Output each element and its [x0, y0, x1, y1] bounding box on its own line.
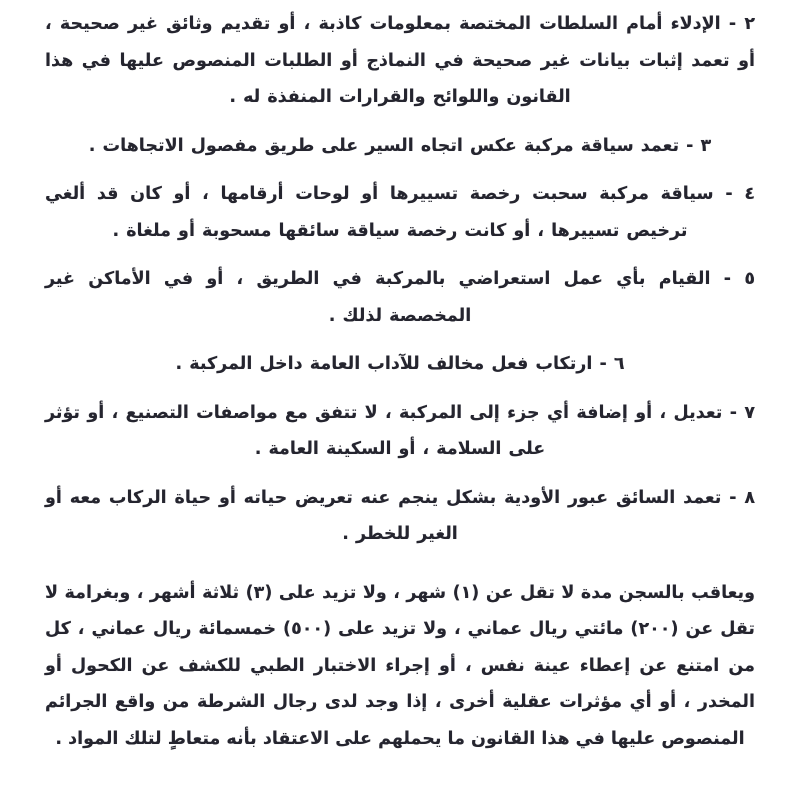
clause-separator: -	[729, 487, 737, 508]
clause-separator: -	[725, 184, 733, 204]
clause-text: ارتكاب فعل مخالف للآداب العامة داخل المركبة .	[175, 354, 593, 374]
clause-separator: -	[728, 14, 737, 34]
clause-text: تعمد سياقة مركبة عكس اتجاه السير على طريق مفصول الاتجاهات .	[88, 135, 680, 156]
clause-number: ٢	[744, 14, 755, 34]
clause-separator: -	[723, 269, 732, 289]
clause-item	[45, 480, 755, 553]
clause-text: القيام بأي عمل استعراضي بالمركبة في الطريق ، أو في الأماكن غير المخصصة لذلك .	[45, 269, 711, 326]
clause-separator: -	[729, 402, 737, 423]
clause-number: ٧	[744, 402, 756, 423]
clause-item	[45, 6, 755, 116]
clause-item	[45, 128, 755, 165]
clause-item	[45, 176, 755, 249]
clause-separator: -	[599, 354, 607, 374]
clause-text: تعديل ، أو إضافة أي جزء إلى المركبة ، لا تتفق مع مواصفات التصنيع ، أو تؤثر على السلامة ، أو السكينة العامة .	[45, 402, 723, 459]
clause-number: ٥	[744, 269, 756, 289]
clause-separator: -	[686, 135, 694, 156]
document-body	[45, 6, 755, 757]
clause-item	[45, 261, 755, 334]
clause-number: ٦	[613, 354, 625, 374]
clause-text: الإدلاء أمام السلطات المختصة بمعلومات كاذبة ، أو تقديم وثائق غير صحيحة ، أو تعمد إثبات بيانات غير صحيحة في النماذج أو الطلبات المنصوص عليها في هذا القانون واللوائح والقرارات المنفذة له .	[45, 14, 755, 107]
clause-number: ٨	[744, 487, 756, 508]
clause-number: ٤	[744, 184, 756, 204]
clause-number: ٣	[700, 135, 712, 156]
clause-item	[45, 395, 755, 468]
clause-text: سياقة مركبة سحبت رخصة تسييرها أو لوحات أرقامها ، أو كان قد ألغي ترخيص تسييرها ، أو كانت رخصة سياقة سائقها مسحوبة أو ملغاة .	[45, 184, 714, 241]
clause-text: تعمد السائق عبور الأودية بشكل ينجم عنه تعريض حياته أو حياة الركاب معه أو الغير للخطر .	[45, 487, 722, 544]
clause-item	[45, 346, 755, 383]
penalty-paragraph: ويعاقب بالسجن مدة لا تقل عن (١) شهر ، ولا تزيد على (٣) ثلاثة أشهر ، وبغرامة لا تقل عن (٢٠٠) مائتي ريال عماني ، ولا تزيد على (٥٠٠) خمسمائة ريال عماني ، كل من امتنع عن إعطاء عينة نفس ، أو إجراء الاختبار الطبي للكشف عن الكحول أو المخدر ، أو أي مؤثرات عقلية أخرى ، إذا وجد لدى رجال الشرطة من واقع الجرائم المنصوص عليها في هذا القانون ما يحملهم على الاعتقاد بأنه متعاطٍ لتلك المواد .	[45, 582, 755, 749]
